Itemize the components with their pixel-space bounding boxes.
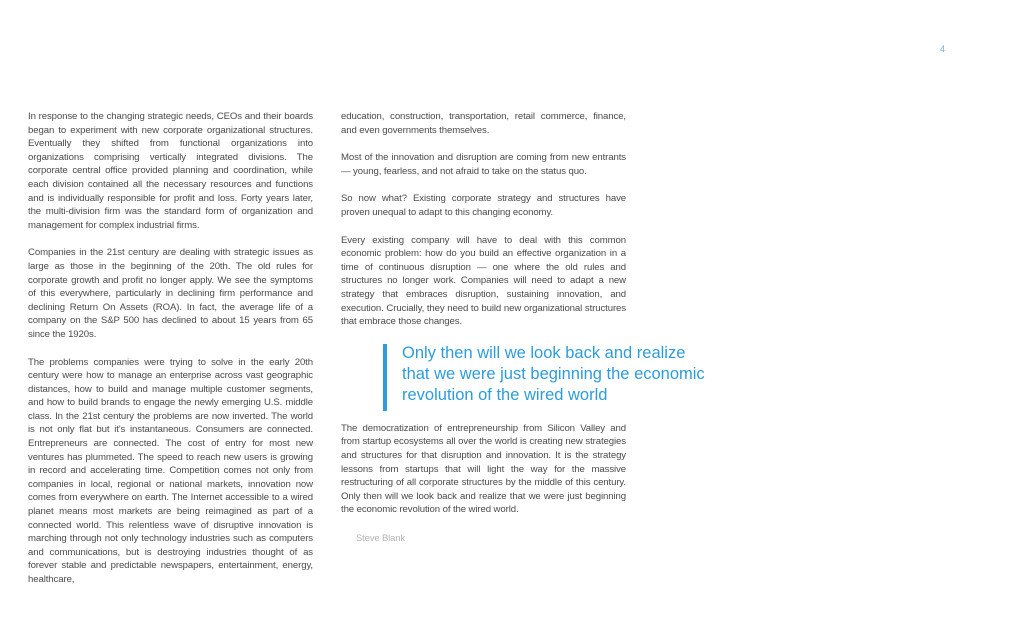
body-paragraph: Every existing company will have to deal with this common economic problem: how do you build an effective organization in a time of continuous disruption — one where the old rules and structures no longer work. Companies will need to adapt a new strategy that embraces disruption, sustaining innovation, and execution. Crucially, they need to build new organizational structures that embrace those changes. [341, 234, 626, 328]
body-paragraph: Most of the innovation and disruption are coming from new entrants — young, fearless, and not afraid to take on the status quo. [341, 152, 626, 177]
body-paragraph: education, construction, transportation, retail commerce, finance, and even governments themselves. [341, 111, 626, 136]
body-paragraph: So now what? Existing corporate strategy and structures have proven unequal to adapt to this changing economy. [341, 193, 626, 218]
pull-quote-line: that we were just beginning the economic [402, 364, 705, 383]
body-paragraph: Companies in the 21st century are dealing with strategic issues as large as those in the beginning of the 20th. The old rules for corporate growth and profit no longer apply. We see the symptoms of this everywhere, particularly in declining firm performance and declining Return On Assets (ROA). In fact, the average life of a company on the S&P 500 has declined to about 15 years from 65 since the 1920s. [28, 247, 313, 340]
left-column [28, 110, 313, 601]
page-number: 4 [940, 44, 946, 54]
pull-quote-bar [383, 344, 387, 411]
body-paragraph: The problems companies were trying to solve in the early 20th century were how to manage an enterprise across vast geographic distances, how to build and manage multiple customer segments, and how to build brands to engage the newly emerging U.S. middle class. In the 21st century the problems are now inverted. The world is not only flat but it's instantaneous. Consumers are connected. Entrepreneurs are connected. The cost of entry for most new ventures has plummeted. The speed to reach new users is growing in record and accelerating time. Competition comes not only from companies in local, regional or national markets, innovation now comes from everywhere on earth. The Internet accessible to a wired planet means most markets are being reimagined as part of a connected world. This relentless wave of disruptive innovation is marching through not only technology industries such as computers and communications, but is destroying industries thought of as forever stable and predictable newspapers, entertainment, energy, healthcare, [28, 356, 313, 585]
body-paragraph: In response to the changing strategic needs, CEOs and their boards began to experiment with new corporate organizational structures. Eventually they shifted from functional organizations into organizations comprising vertically integrated divisions. The corporate central office provided planning and coordination, while each division contained all the necessary resources and functions and is individually responsible for profit and loss. Forty years later, the multi-division firm was the standard form of organization and management for complex industrial firms. [28, 111, 313, 231]
body-paragraph: The democratization of entrepreneurship from Silicon Valley and from startup ecosystems all over the world is creating new strategies and structures for that disruption and innovation. It is the strategy lessons from startups that will light the way for the massive restructuring of all corporate structures by the middle of this century. Only then will we look back and realize that we were just beginning the economic revolution of the wired world. [341, 422, 626, 516]
pull-quote-line: Only then will we look back and realize [402, 343, 686, 362]
author-signature: Steve Blank [356, 531, 405, 543]
pull-quote [383, 343, 762, 406]
pull-quote-line: revolution of the wired world [402, 385, 608, 404]
right-column [341, 110, 705, 544]
